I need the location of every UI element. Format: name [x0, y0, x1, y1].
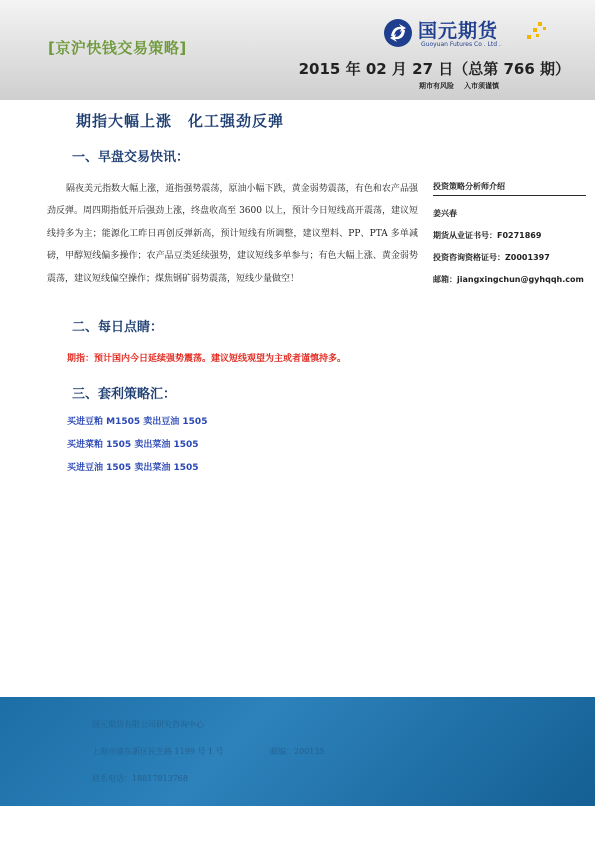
analyst-name: 姜兴春: [433, 209, 457, 218]
report-headline: 期指大幅上涨 化工强劲反弹: [76, 112, 285, 130]
series-title: [京沪快钱交易策略]: [48, 39, 187, 57]
arbitrage-item: 买进豆油 1505 卖出菜油 1505: [67, 463, 199, 473]
daily-point-text: 期指：预计国内今日延续强势震荡。建议短线观望为主或者谨慎持多。: [67, 354, 347, 364]
consulting-license: 投资咨询资格证号：Z0001397: [433, 253, 550, 262]
footer-band: [0, 697, 595, 806]
footer-phone: 联系电话：18817813768: [92, 774, 188, 783]
issue-date: 2015 年 02 月 27 日（总第 766 期）: [298, 60, 570, 78]
arbitrage-item: 买进豆粕 M1505 卖出豆油 1505: [67, 417, 208, 427]
section-3-title: 三、套利策略汇：: [72, 387, 177, 402]
analyst-email: 邮箱：jiangxingchun@gyhqqh.com: [433, 275, 584, 284]
slogan-part-2: 入市须谨慎: [464, 82, 499, 90]
footer-company: 国元期货有限公司研究咨询中心: [92, 720, 204, 729]
morning-brief-body: 隔夜美元指数大幅上涨，道指强势震荡，原油小幅下跌，黄金弱势震荡，有色和农产品强劲反弹。周四期指低开后强劲上涨，终盘收高至 3600 以上，预计今日短线高开震荡，建议短线持多为主；能源化工昨日再创反弹新高，预计短线有所调整，建议塑料、PP、PTA 多单减磅，甲醇短线偏多操作；农产品豆类延续强势，建议短线多单参与；有色大幅上涨、黄金弱势震荡，建议短线偏空操作；煤焦钢矿弱势震荡，短线少量做空！: [47, 184, 418, 284]
arbitrage-item: 买进菜粕 1505 卖出菜油 1505: [67, 440, 199, 450]
logo-chinese-name: 国元期货: [418, 20, 499, 42]
futures-license: 期货从业证书号：F0271869: [433, 231, 542, 240]
section-1-title: 一、早盘交易快讯：: [72, 150, 190, 165]
footer-address: 上海市浦东新区民生路 1199 号 1 号: [92, 747, 224, 756]
sparkle-icon: [524, 20, 548, 44]
risk-slogan: [419, 81, 509, 91]
logo-english-name: Guoyuan Futures Co . Ltd .: [421, 41, 501, 48]
slogan-part-1: 期市有风险: [419, 82, 454, 90]
header-band: [0, 0, 595, 100]
analyst-sidebar: [433, 181, 586, 284]
sidebar-title: 投资策略分析师介绍: [433, 181, 586, 196]
footer-postcode: 邮编：200135: [270, 747, 325, 756]
section-2-title: 二、每日点睛：: [72, 320, 164, 335]
guoyuan-logo-icon: [383, 18, 413, 48]
